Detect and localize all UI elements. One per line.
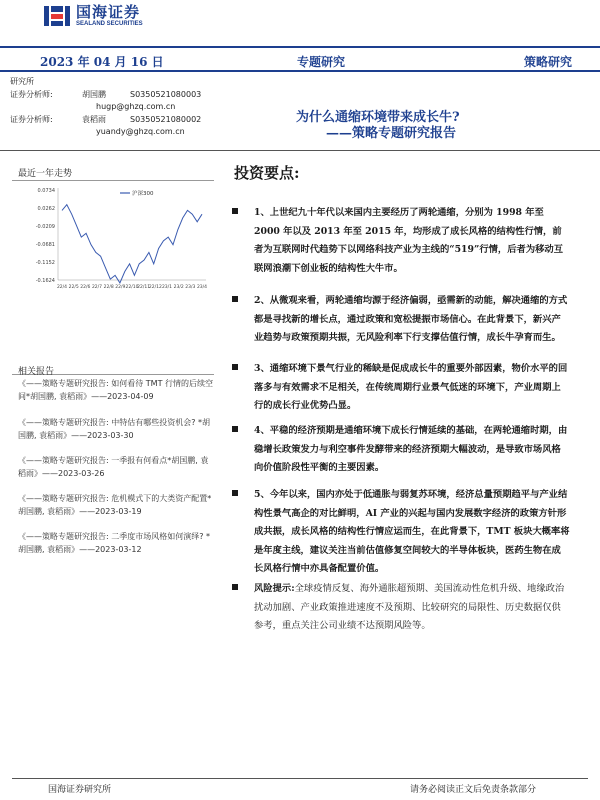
- analyst1-email[interactable]: hugp@ghzq.com.cn: [96, 102, 176, 111]
- series-line: [62, 205, 202, 283]
- footer-right: 请务必阅读正文后免责条款部分: [410, 785, 537, 795]
- report-title: 为什么通缩环境带来成长牛?: [296, 110, 460, 125]
- key-point-text: 3、通缩环境下景气行业的稀缺是促成成长牛的重要外部因素，物价水平的回落多与有效需求不足相关，在传统周期行业景气低迷的环境下，产业周期上行的成长行业优势凸显。: [254, 363, 568, 411]
- x-tick-label: 22/4: [56, 285, 68, 290]
- header-bar: [0, 46, 600, 72]
- divider: [0, 150, 600, 151]
- x-tick-label: 23/4: [196, 285, 208, 290]
- analyst1-role: 证券分析师:: [10, 90, 53, 99]
- x-tick-label: 22/5: [68, 285, 79, 290]
- trend-chart: [20, 180, 212, 300]
- legend-label: 沪深300: [132, 191, 154, 197]
- y-tick-label: -0.0681: [35, 242, 55, 248]
- x-tick-label: 23/1: [161, 285, 173, 290]
- report-subtitle: ——策略专题研究报告: [326, 126, 457, 141]
- report-category: 策略研究: [524, 55, 573, 69]
- institute: 研究所: [10, 77, 34, 86]
- bullet-icon: [232, 584, 238, 590]
- analyst2-name: 袁稻雨: [82, 115, 106, 124]
- company-logo: [44, 4, 143, 28]
- analyst2-email[interactable]: yuandy@ghzq.com.cn: [96, 127, 185, 136]
- x-tick-label: 23/3: [185, 285, 196, 290]
- logo-icon: [44, 4, 70, 28]
- x-tick-label: 22/9: [115, 285, 126, 290]
- related-report[interactable]: 《——策略专题研究报告: 如何看待 TMT 行情的后续空间*胡国鹏, 袁稻雨》——2023-04-09: [18, 379, 213, 401]
- analyst1-id: S0350521080003: [130, 90, 202, 99]
- y-tick-label: -0.1152: [35, 260, 55, 266]
- analyst2-role: 证券分析师:: [10, 115, 53, 124]
- key-points-title: 投资要点:: [234, 164, 300, 182]
- y-tick-label: -0.1624: [35, 278, 55, 284]
- x-tick-label: 22/6: [80, 285, 91, 290]
- logo-en: SEALAND SECURITIES: [76, 21, 143, 27]
- bullet-icon: [232, 490, 238, 496]
- bullet-icon: [232, 364, 238, 370]
- x-tick-label: 22/10: [125, 285, 139, 290]
- report-type: 专题研究: [297, 55, 346, 69]
- risk-body: 全球疫情反复、海外通胀超预期、美国流动性危机升级、地缘政治扰动加剧、产业政策推进速度不及预期、比较研究的局限性、历史数据仅供参考，重点关注公司业绩不达预期风险等。: [254, 583, 565, 631]
- logo-cn: 国海证券: [76, 3, 141, 21]
- risk-text: [254, 580, 570, 636]
- related-report[interactable]: 《——策略专题研究报告: 危机模式下的大类资产配置*胡国鹏, 袁稻雨》——2023-03-19: [18, 494, 212, 516]
- x-tick-label: 23/2: [173, 285, 184, 290]
- key-point-text: 4、平稳的经济预期是通缩环境下成长行情延续的基础，在两轮通缩时期，由稳增长政策发力与利空事件发酵带来的经济预期大幅波动，是导致市场风格向价值阶段性平衡的主要因素。: [254, 425, 568, 473]
- report-date: 2023 年 04 月 16 日: [40, 55, 164, 69]
- x-tick-label: 22/7: [91, 285, 103, 290]
- key-point-text: 5、今年以来，国内亦处于低通胀与弱复苏环境，经济总量预期趋平与产业结构性景气高企的对比鲜明，AI 产业的兴起与国内发展数字经济的政策方针形成共振，成长风格的结构性行情应运而生，在此背景下，TMT 板块大概率将是年度主线，建议关注当前估值修复空间较大的半导体板块，医药生物在成长风格行情中亦具备配置价值。: [254, 489, 570, 574]
- y-tick-label: 0.0262: [37, 206, 55, 212]
- footer-left: 国海证券研究所: [48, 785, 112, 795]
- related-report[interactable]: 《——策略专题研究报告: 一季报有何看点*胡国鹏, 袁稻雨》——2023-03-26: [18, 456, 209, 478]
- analyst1-name: 胡国鹏: [82, 90, 106, 99]
- related-label: 相关报告: [18, 367, 55, 377]
- x-tick-label: 22/11: [137, 285, 151, 290]
- bullet-icon: [232, 208, 238, 214]
- key-point-text: 1、上世纪九十年代以来国内主要经历了两轮通缩，分别为 1998 年至 2000 年以及 2013 年至 2015 年，均形成了成长风格的结构性行情，前者为互联网时代趋势下以网络科技产业为主线的“519”行情，后者为移动互联网浪潮下创业板的结构性大牛市。: [254, 207, 564, 274]
- key-point-text: 2、从微观来看，两轮通缩均源于经济偏弱，亟需新的动能，解决通缩的方式都是寻找新的增长点，通过政策和宽松提振市场信心。在此背景下，新兴产业趋势与政策预期共振，无风险利率下行支撑估值行情，成长牛孕育而生。: [254, 295, 568, 343]
- related-reports: [18, 378, 214, 569]
- x-tick-label: 22/12: [148, 285, 162, 290]
- analyst2-id: S0350521080002: [130, 115, 202, 124]
- x-tick-label: 22/8: [103, 285, 114, 290]
- y-tick-label: 0.0734: [37, 188, 55, 194]
- bullet-icon: [232, 426, 238, 432]
- risk-label: 风险提示:: [254, 583, 295, 594]
- trend-label: 最近一年走势: [18, 169, 73, 179]
- y-tick-label: -0.0209: [35, 224, 55, 230]
- related-report[interactable]: 《——策略专题研究报告: 二季度市场风格如何演绎? *胡国鹏, 袁稻雨》——2023-03-12: [18, 532, 211, 554]
- related-report[interactable]: 《——策略专题研究报告: 中特估有哪些投资机会? *胡国鹏, 袁稻雨》——2023-03-30: [18, 418, 211, 440]
- bullet-icon: [232, 296, 238, 302]
- footer-divider: [12, 778, 588, 779]
